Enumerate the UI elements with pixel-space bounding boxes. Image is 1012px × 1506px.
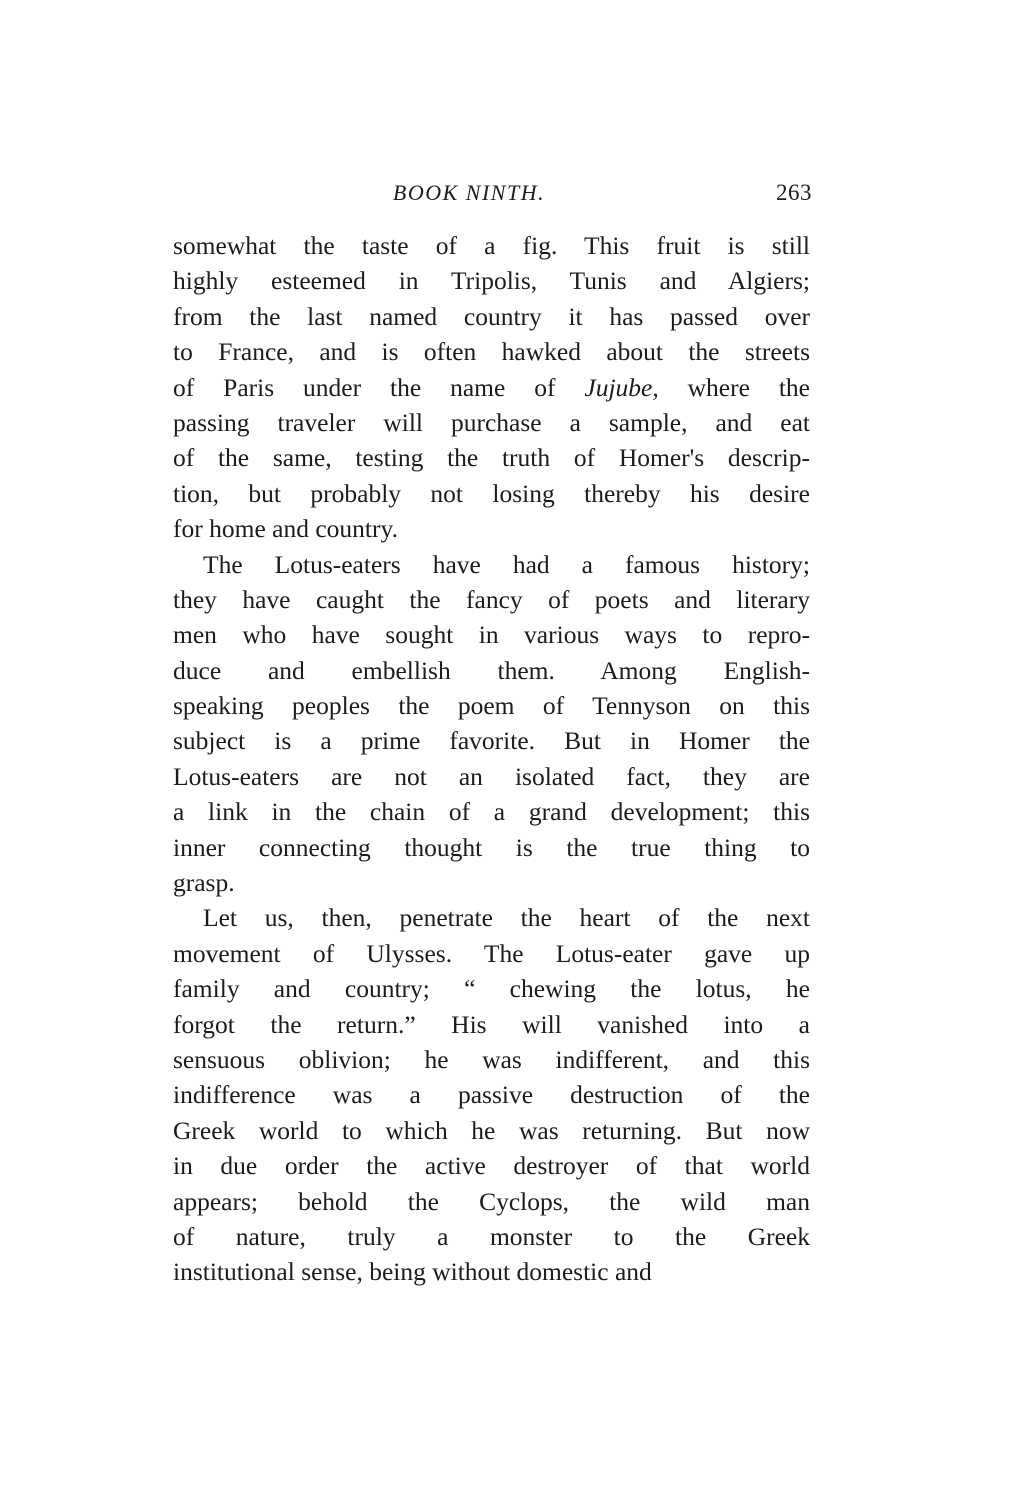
paragraph bbox=[173, 900, 810, 1289]
body-text bbox=[173, 228, 810, 1290]
paragraph bbox=[173, 547, 810, 901]
text-line bbox=[173, 370, 810, 405]
page-number: 263 bbox=[776, 180, 812, 205]
text-line: men who have sought in various ways to repro- bbox=[173, 620, 810, 650]
text-line: grasp. bbox=[173, 868, 235, 898]
text-line: of the same, testing the truth of Homer's descrip- bbox=[173, 443, 810, 473]
text-line: appears; behold the Cyclops, the wild man bbox=[173, 1186, 810, 1216]
text-line: they have caught the fancy of poets and literary bbox=[173, 584, 810, 614]
text-line: sensuous oblivion; he was indifferent, and this bbox=[173, 1044, 810, 1074]
text-line: subject is a prime favorite. But in Homer the bbox=[173, 726, 810, 756]
text-line: of nature, truly a monster to the Greek bbox=[173, 1221, 810, 1251]
text-segment: where the bbox=[658, 372, 810, 402]
text-line: indifference was a passive destruction of the bbox=[173, 1080, 810, 1110]
text-line: Let us, then, penetrate the heart of the next bbox=[203, 903, 810, 933]
text-line: movement of Ulysses. The Lotus-eater gave up bbox=[173, 938, 810, 968]
text-line: speaking peoples the poem of Tennyson on this bbox=[173, 691, 810, 721]
text-line: family and country; “ chewing the lotus, he bbox=[173, 974, 810, 1004]
text-line: from the last named country it has passed over bbox=[173, 301, 810, 331]
text-line: The Lotus-eaters have had a famous history; bbox=[203, 549, 810, 579]
text-line: somewhat the taste of a fig. This fruit is still bbox=[173, 231, 810, 260]
text-line: forgot the return.” His will vanished into a bbox=[173, 1009, 810, 1039]
running-title: BOOK NINTH. bbox=[392, 180, 546, 205]
text-segment: of Paris under the name of bbox=[173, 372, 585, 402]
text-line: highly esteemed in Tripolis, Tunis and Algiers; bbox=[173, 266, 810, 296]
running-head bbox=[174, 180, 812, 214]
paragraph bbox=[173, 228, 810, 547]
text-line: duce and embellish them. Among English- bbox=[173, 655, 810, 685]
text-line: in due order the active destroyer of that world bbox=[173, 1151, 810, 1181]
text-line: Lotus-eaters are not an isolated fact, they are bbox=[173, 761, 810, 791]
text-line: to France, and is often hawked about the streets bbox=[173, 337, 810, 367]
italic-term: Jujube, bbox=[584, 372, 659, 402]
text-line: tion, but probably not losing thereby his desire bbox=[173, 478, 810, 508]
text-line: institutional sense, being without domestic and bbox=[173, 1257, 652, 1287]
text-line: Greek world to which he was returning. But now bbox=[173, 1115, 810, 1145]
text-line: for home and country. bbox=[173, 514, 398, 544]
text-line: inner connecting thought is the true thing to bbox=[173, 832, 810, 862]
text-line: passing traveler will purchase a sample, and eat bbox=[173, 407, 810, 437]
text-line: a link in the chain of a grand development; this bbox=[173, 797, 810, 827]
